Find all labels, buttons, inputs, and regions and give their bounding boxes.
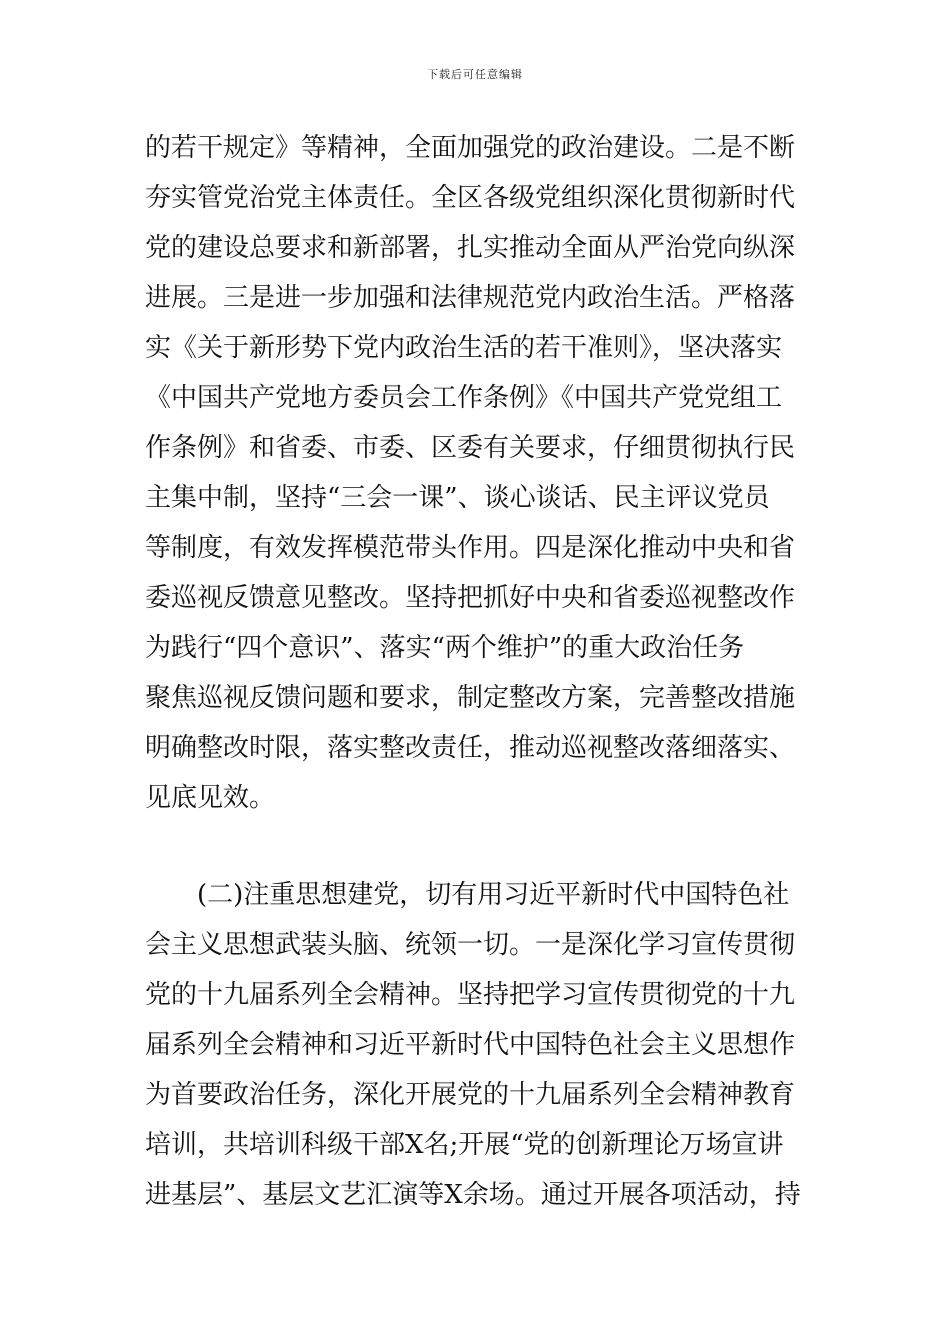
text-line: 作条例》和省委、市委、区委有关要求，仔细贯彻执行民	[145, 433, 796, 463]
text-line: 明确整改时限，落实整改责任，推动巡视整改落细落实、	[145, 733, 796, 763]
text-line: 届系列全会精神和习近平新时代中国特色社会主义思想作	[145, 1030, 796, 1060]
text-line: 进基层”、基层文艺汇演等X余场。通过开展各项活动，持	[145, 1180, 801, 1210]
text-line: 实《关于新形势下党内政治生活的若干准则》，坚决落实	[145, 333, 783, 363]
page-header: 下载后可任意编辑	[427, 68, 523, 81]
text-line: 为首要政治任务，深化开展党的十九届系列全会精神教育	[145, 1080, 796, 1110]
text-line: 进展。三是进一步加强和法律规范党内政治生活。严格落	[145, 283, 796, 313]
text-line: 等制度，有效发挥模范带头作用。四是深化推动中央和省	[145, 533, 796, 563]
text-line: 党的建设总要求和新部署，扎实推动全面从严治党向纵深	[145, 233, 796, 263]
text-line: 的若干规定》等精神，全面加强党的政治建设。二是不断	[145, 133, 796, 163]
text-line: 见底见效。	[145, 783, 276, 813]
text-line: 委巡视反馈意见整改。坚持把抓好中央和省委巡视整改作	[145, 583, 796, 613]
text-line: 培训，共培训科级干部X名;开展“党的创新理论万场宣讲	[145, 1130, 784, 1160]
text-line: 党的十九届系列全会精神。坚持把学习宣传贯彻党的十九	[145, 980, 796, 1010]
text-line: 夯实管党治党主体责任。全区各级党组织深化贯彻新时代	[145, 183, 796, 213]
text-line: (二)注重思想建党，切有用习近平新时代中国特色社	[197, 880, 790, 910]
text-line: 聚焦巡视反馈问题和要求，制定整改方案，完善整改措施	[145, 683, 796, 713]
text-line: 主集中制，坚持“三会一课”、谈心谈话、民主评议党员	[145, 483, 770, 513]
text-line: 为践行“四个意识”、落实“两个维护”的重大政治任务	[145, 633, 745, 663]
text-line: 《中国共产党地方委员会工作条例》《中国共产党党组工	[145, 383, 783, 413]
text-line: 会主义思想武装头脑、统领一切。一是深化学习宣传贯彻	[145, 930, 796, 960]
